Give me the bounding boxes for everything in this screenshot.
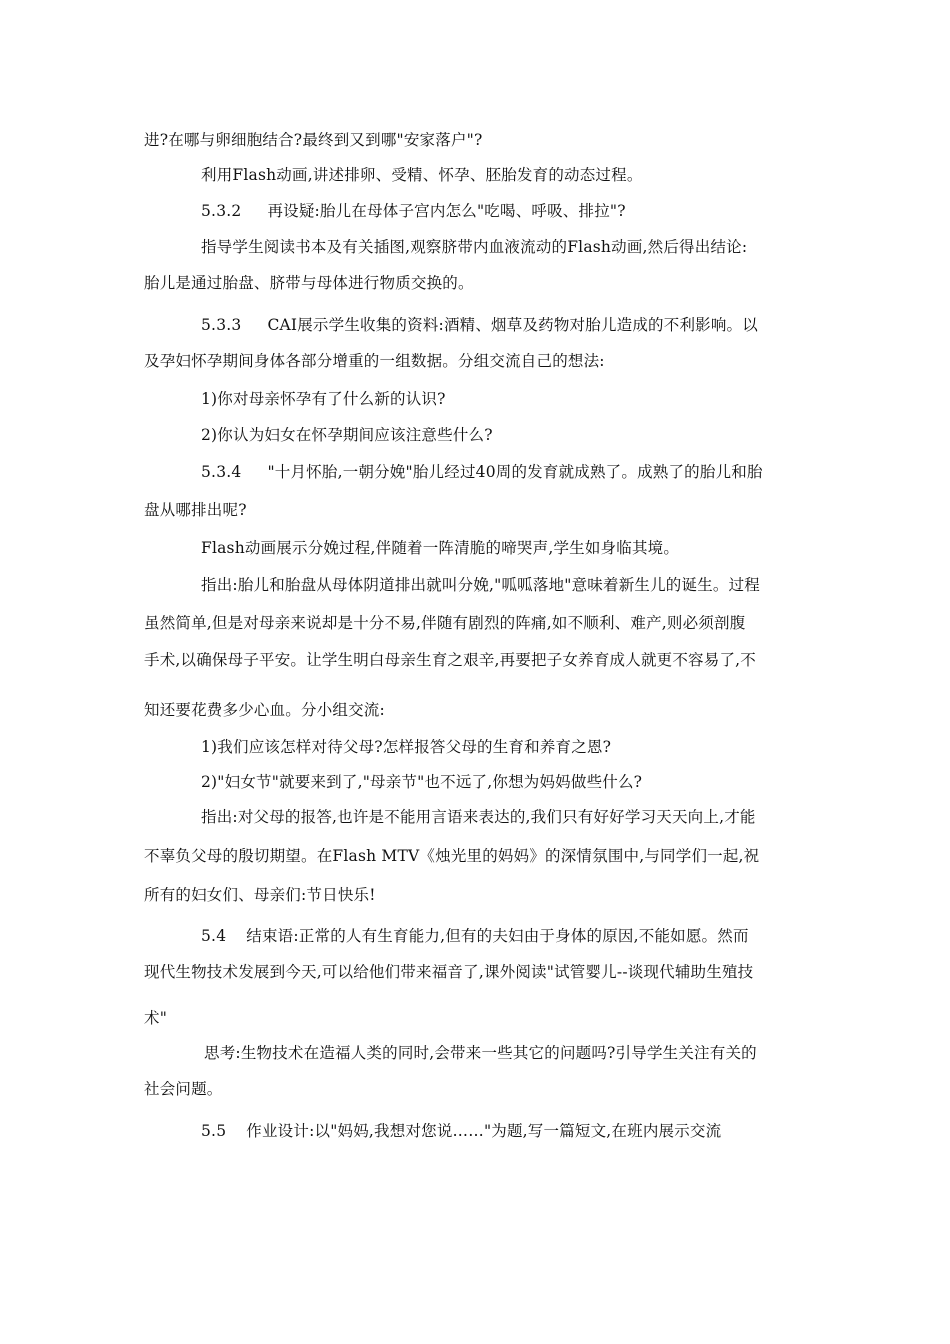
text-line: 再设疑:胎儿在母体子宫内怎么"吃喝、呼吸、排拉"?	[267, 202, 626, 220]
text-line: 结束语:正常的人有生育能力,但有的夫妇由于身体的原因,不能如愿。然而	[246, 927, 749, 945]
section-number: 5.3.4	[201, 463, 242, 481]
text-line: 术"	[144, 1009, 168, 1027]
list-item: 1)你对母亲怀孕有了什么新的认识?	[201, 390, 446, 408]
text-line: 指出:对父母的报答,也许是不能用言语来表达的,我们只有好好学习天天向上,才能	[201, 808, 756, 826]
text-line: 及孕妇怀孕期间身体各部分增重的一组数据。分组交流自己的想法:	[144, 352, 605, 370]
text-line: 虽然简单,但是对母亲来说却是十分不易,伴随有剧烈的阵痛,如不顺利、难产,则必须剖腹	[144, 614, 746, 632]
text-line: 手术,以确保母子平安。让学生明白母亲生育之艰辛,再要把子女养育成人就更不容易了,不	[144, 651, 756, 669]
text-line: 盘从哪排出呢?	[144, 501, 247, 519]
list-item: 2)你认为妇女在怀孕期间应该注意些什么?	[201, 426, 493, 444]
text-line: "十月怀胎,一朝分娩"胎儿经过40周的发育就成熟了。成熟了的胎儿和胎	[267, 463, 763, 481]
text-line: 不辜负父母的殷切期望。在Flash MTV《烛光里的妈妈》的深情氛围中,与同学们一起,祝	[144, 847, 760, 865]
text-line: 现代生物技术发展到今天,可以给他们带来福音了,课外阅读"试管婴儿--谈现代辅助生殖技	[144, 963, 754, 981]
text-line: 作业设计:以"妈妈,我想对您说……"为题,写一篇短文,在班内展示交流	[246, 1122, 722, 1140]
section-5-3-2	[201, 201, 626, 221]
text-line: 思考:生物技术在造福人类的同时,会带来一些其它的问题吗?引导学生关注有关的	[204, 1044, 757, 1062]
list-item: 1)我们应该怎样对待父母?怎样报答父母的生育和养育之恩?	[201, 738, 612, 756]
text-line: 胎儿是通过胎盘、脐带与母体进行物质交换的。	[144, 274, 474, 292]
text-line: 社会问题。	[144, 1080, 223, 1098]
section-5-4	[201, 926, 749, 946]
section-5-5	[201, 1121, 721, 1141]
text-line: Flash动画展示分娩过程,伴随着一阵清脆的啼哭声,学生如身临其境。	[201, 539, 680, 557]
section-number: 5.3.3	[201, 316, 242, 334]
text-line: 所有的妇女们、母亲们:节日快乐!	[144, 886, 376, 904]
text-line: 指导学生阅读书本及有关插图,观察脐带内血液流动的Flash动画,然后得出结论:	[201, 238, 748, 256]
text-line: 利用Flash动画,讲述排卵、受精、怀孕、胚胎发育的动态过程。	[201, 166, 643, 184]
section-number: 5.3.2	[201, 202, 242, 220]
section-5-3-3	[201, 315, 758, 335]
list-item: 2)"妇女节"就要来到了,"母亲节"也不远了,你想为妈妈做些什么?	[201, 773, 643, 791]
text-line: CAI展示学生收集的资料:酒精、烟草及药物对胎儿造成的不利影响。以	[267, 316, 758, 334]
text-line: 知还要花费多少心血。分小组交流:	[144, 701, 385, 719]
text-line: 进?在哪与卵细胞结合?最终到又到哪"安家落户"?	[144, 131, 483, 149]
text-line: 指出:胎儿和胎盘从母体阴道排出就叫分娩,"呱呱落地"意味着新生儿的诞生。过程	[201, 576, 761, 594]
section-number: 5.4	[201, 927, 227, 945]
section-5-3-4	[201, 462, 763, 482]
section-number: 5.5	[201, 1122, 227, 1140]
